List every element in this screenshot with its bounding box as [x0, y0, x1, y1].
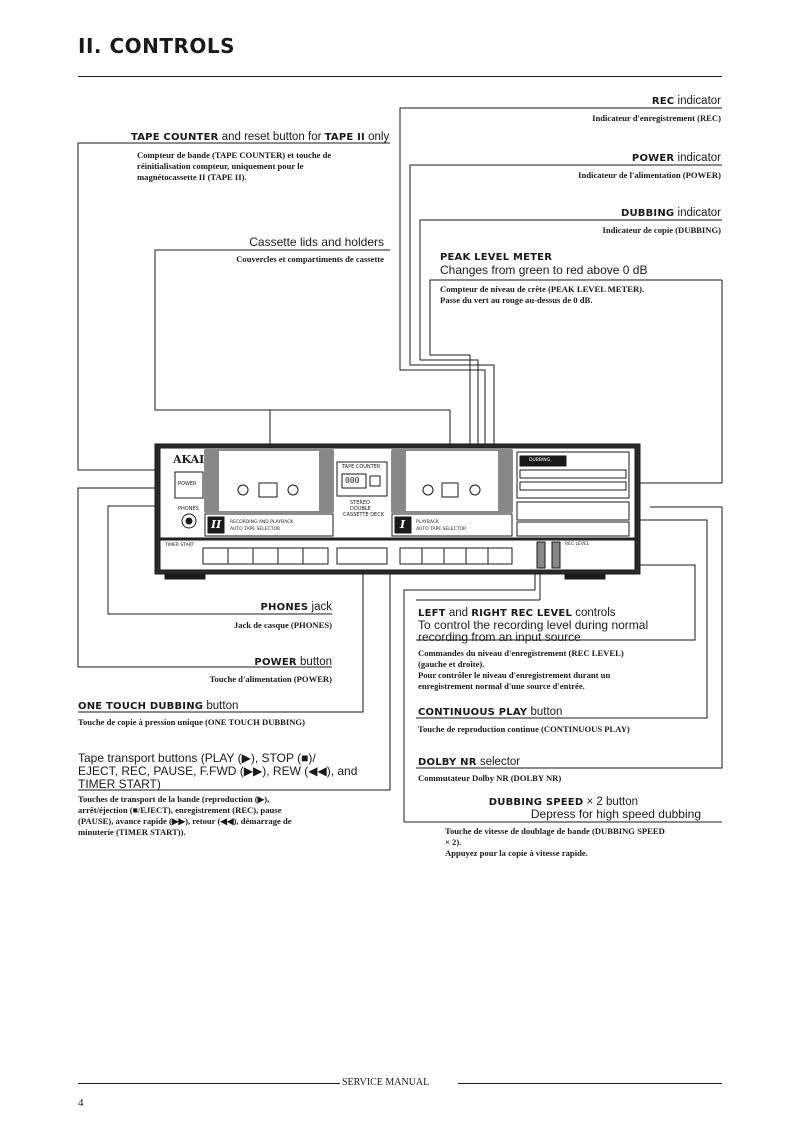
- continuous-fr: Touche de reproduction continue (CONTINUOUS PLAY): [418, 724, 630, 734]
- deck-center-text-1: STEREO: [350, 500, 370, 506]
- deck-power-label: POWER: [178, 481, 197, 487]
- transport-label-1: Tape transport buttons (PLAY (▶), STOP (■)/: [78, 751, 316, 765]
- dubbing-indicator-label: DUBBING indicator: [620, 207, 721, 219]
- deck-counter-value: 000: [345, 476, 360, 485]
- power-indicator-fr: Indicateur de l'alimentation (POWER): [578, 170, 721, 180]
- dubbing-speed-fr-2: × 2).: [445, 837, 462, 847]
- rec-indicator-fr: Indicateur d'enregistrement (REC): [592, 113, 721, 123]
- deck-tape2-desc-2: AUTO TAPE SELECTOR: [230, 527, 281, 532]
- tape-counter-label: TAPE COUNTER and reset button for TAPE II only: [131, 131, 390, 143]
- rec-indicator-label: REC indicator: [651, 95, 721, 107]
- peak-level-fr-2: Passe du vert au rouge au-dessus de 0 dB.: [440, 295, 593, 305]
- page-title: II. CONTROLS: [78, 34, 236, 58]
- phones-label: PHONES jack: [260, 601, 332, 613]
- transport-fr-1: Touches de transport de la bande (reproduction (▶),: [78, 794, 270, 804]
- deck-timer-label: TIMER START: [165, 543, 195, 548]
- footer-text: SERVICE MANUAL: [342, 1077, 430, 1088]
- page-number: 4: [78, 1097, 84, 1109]
- dolby-label: DOLBY NR selector: [418, 756, 521, 768]
- power-indicator-label: POWER indicator: [631, 152, 721, 164]
- rec-level-sub-2: recording from an input source: [418, 630, 581, 644]
- deck-tape1-badge: I: [400, 518, 406, 531]
- transport-label-3: TIMER START): [78, 777, 161, 791]
- rec-level-fr-2: (gauche et droite).: [418, 659, 485, 669]
- one-touch-label: ONE TOUCH DUBBING button: [78, 700, 239, 712]
- deck-tape1-desc-2: AUTO TAPE SELECTOR: [416, 527, 467, 532]
- deck-tape2-desc-1: RECORDING AND PLAYBACK: [230, 520, 294, 525]
- dubbing-speed-fr-1: Touche de vitesse de doublage de bande (DUBBING SPEED: [445, 826, 665, 836]
- rec-level-label: LEFT and RIGHT REC LEVEL controls: [418, 607, 616, 619]
- deck-center-text-2: DOUBLE: [350, 506, 371, 512]
- deck-dubbing-label: DUBBING: [529, 458, 551, 463]
- one-touch-fr: Touche de copie à pression unique (ONE TOUCH DUBBING): [78, 717, 305, 727]
- dubbing-speed-sub: Depress for high speed dubbing: [530, 807, 701, 821]
- tape-counter-fr-3: magnétocassette II (TAPE II).: [137, 172, 247, 182]
- tape-counter-leader: [78, 143, 390, 470]
- rec-level-sub-1: To control the recording level during normal: [418, 618, 649, 632]
- cassette-lids-label: Cassette lids and holders: [249, 235, 384, 249]
- deck-tape1-desc-1: PLAYBACK: [416, 520, 439, 525]
- footer-rule-right: [458, 1083, 722, 1084]
- transport-fr-3: (PAUSE), avance rapide (▶▶), retour (◀◀), démarrage de: [78, 816, 292, 826]
- power-button-fr: Touche d'alimentation (POWER): [209, 674, 332, 684]
- dubbing-speed-fr-3: Appuyez pour la copie à vitesse rapide.: [445, 848, 588, 858]
- deck-counter-label: TAPE COUNTER: [342, 464, 381, 470]
- footer-rule-left: [78, 1083, 340, 1084]
- dubbing-speed-label: DUBBING SPEED × 2 button: [488, 796, 638, 808]
- peak-level-leader: [430, 280, 722, 465]
- cassette-deck: [155, 444, 640, 579]
- deck-tape2-badge: II: [211, 518, 222, 531]
- deck-rec-level-label: REC LEVEL: [565, 542, 590, 547]
- dubbing-indicator-fr: Indicateur de copie (DUBBING): [602, 225, 721, 235]
- peak-level-label: PEAK LEVEL METER: [440, 252, 553, 263]
- peak-level-fr-1: Compteur de niveau de crête (PEAK LEVEL METER).: [440, 284, 645, 294]
- dolby-fr: Commutateur Dolby NR (DOLBY NR): [418, 773, 562, 783]
- power-button-label: POWER button: [254, 656, 332, 668]
- deck-center-text-3: CASSETTE DECK: [343, 512, 384, 518]
- rec-level-fr-4: enregistrement normal d'une source d'entrée.: [418, 681, 585, 691]
- peak-level-sub: Changes from green to red above 0 dB: [440, 263, 648, 277]
- phones-fr: Jack de casque (PHONES): [233, 620, 332, 630]
- deck-brand: AKAI: [173, 453, 205, 466]
- rec-level-fr-1: Commandes du niveau d'enregistrement (REC LEVEL): [418, 648, 624, 658]
- one-touch-leader: [78, 560, 363, 712]
- cassette-lids-fr: Couvercles et compartiments de cassette: [236, 254, 384, 264]
- deck-phones-label: PHONES: [178, 506, 199, 512]
- cassette-lids-leader: [155, 250, 390, 470]
- transport-fr-2: arrêt/éjection (■/EJECT), enregistrement (REC), pause: [78, 805, 282, 815]
- transport-label-2: EJECT, REC, PAUSE, F.FWD (▶▶), REW (◀◀), and: [78, 764, 358, 778]
- tape-counter-fr-1: Compteur de bande (TAPE COUNTER) et touche de: [137, 150, 332, 160]
- tape-counter-fr-2: réinitialisation compteur, uniquement pour le: [137, 161, 304, 171]
- rec-level-fr-3: Pour contrôler le niveau d'enregistrement durant un: [418, 670, 611, 680]
- continuous-label: CONTINUOUS PLAY button: [418, 706, 563, 718]
- transport-fr-4: minuterie (TIMER START)).: [78, 827, 186, 837]
